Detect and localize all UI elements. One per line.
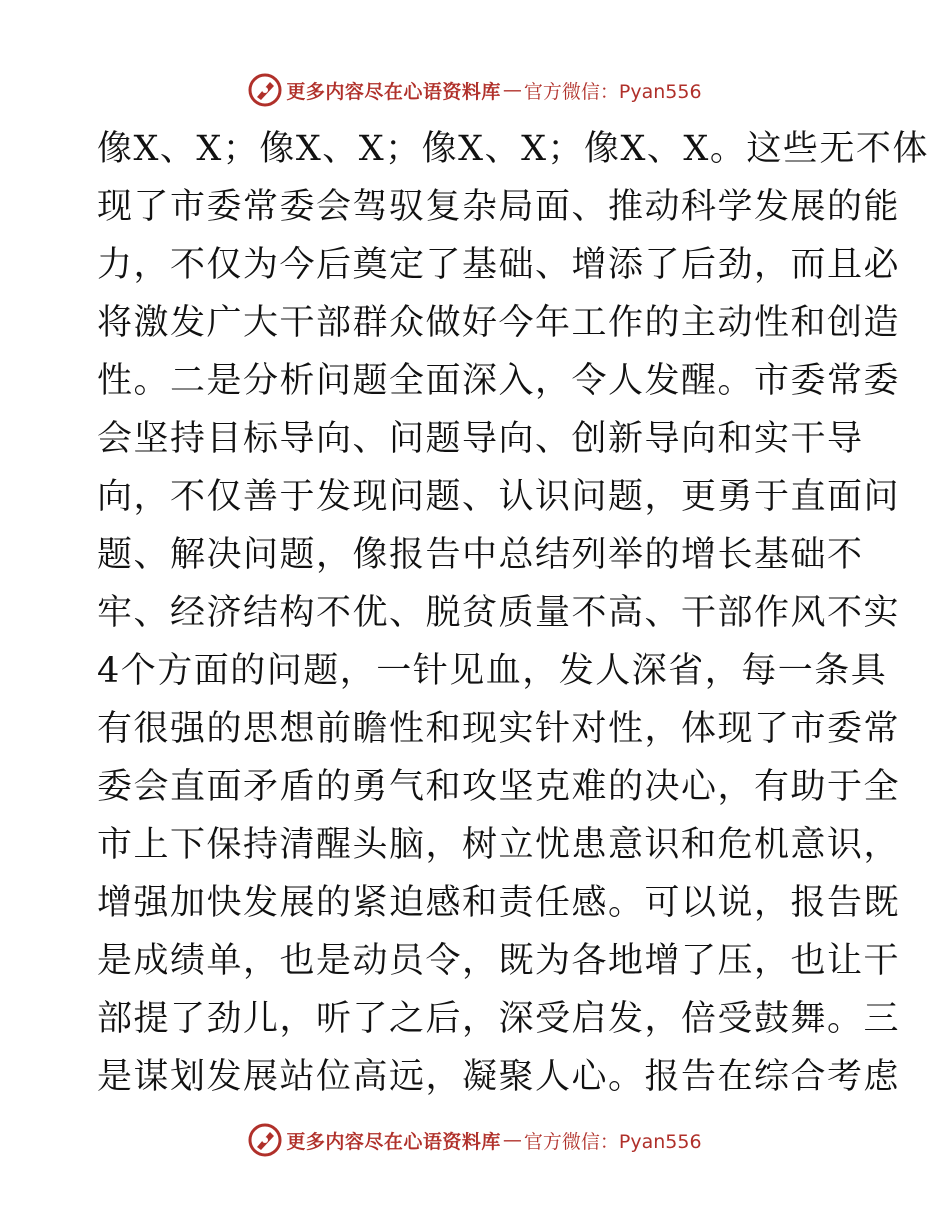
body-line: 力，不仅为今后奠定了基础、增添了后劲，而且必: [97, 245, 901, 285]
body-line: 性。二是分析问题全面深入，令人发醒。市委常委: [97, 361, 901, 401]
body-line: 题、解决问题，像报告中总结列举的增长基础不: [97, 535, 864, 575]
body-line: 牢、经济结构不优、脱贫质量不高、干部作风不实: [97, 593, 901, 633]
banner-separator: —: [502, 79, 522, 101]
body-line: 向，不仅善于发现问题、认识问题，更勇于直面问: [97, 477, 901, 517]
footer-banner: [0, 1122, 950, 1158]
banner-wechat-id: 官方微信：Pyan556: [523, 80, 702, 103]
document-body: [97, 120, 929, 1106]
body-line: 部提了劲儿，听了之后，深受启发，倍受鼓舞。三: [97, 999, 901, 1039]
body-line: 增强加快发展的紧迫感和责任感。可以说，报告既: [97, 883, 901, 923]
banner-site-name: 更多内容尽在心语资料库: [286, 1130, 501, 1153]
banner-site-name: 更多内容尽在心语资料库: [286, 80, 501, 103]
body-line: 像X、X；像X、X；像X、X；像X、X。这些无不体: [97, 129, 929, 169]
body-line: 委会直面矛盾的勇气和攻坚克难的决心，有助于全: [97, 767, 901, 807]
brand-logo-icon: [248, 73, 282, 107]
body-line: 将激发广大干部群众做好今年工作的主动性和创造: [97, 303, 901, 343]
brand-logo-icon: [248, 1123, 282, 1157]
body-line: 是谋划发展站位高远，凝聚人心。报告在综合考虑: [97, 1057, 901, 1097]
body-line: 市上下保持清醒头脑，树立忧患意识和危机意识，: [97, 825, 901, 865]
banner-separator: —: [502, 1129, 522, 1151]
body-line: 4个方面的问题，一针见血，发人深省，每一条具: [97, 651, 888, 691]
banner-wechat-id: 官方微信：Pyan556: [523, 1130, 702, 1153]
body-line: 现了市委常委会驾驭复杂局面、推动科学发展的能: [97, 187, 901, 227]
body-line: 会坚持目标导向、问题导向、创新导向和实干导: [97, 419, 864, 459]
body-line: 是成绩单，也是动员令，既为各地增了压，也让干: [97, 941, 901, 981]
header-banner: [0, 72, 950, 108]
body-line: 有很强的思想前瞻性和现实针对性，体现了市委常: [97, 709, 901, 749]
